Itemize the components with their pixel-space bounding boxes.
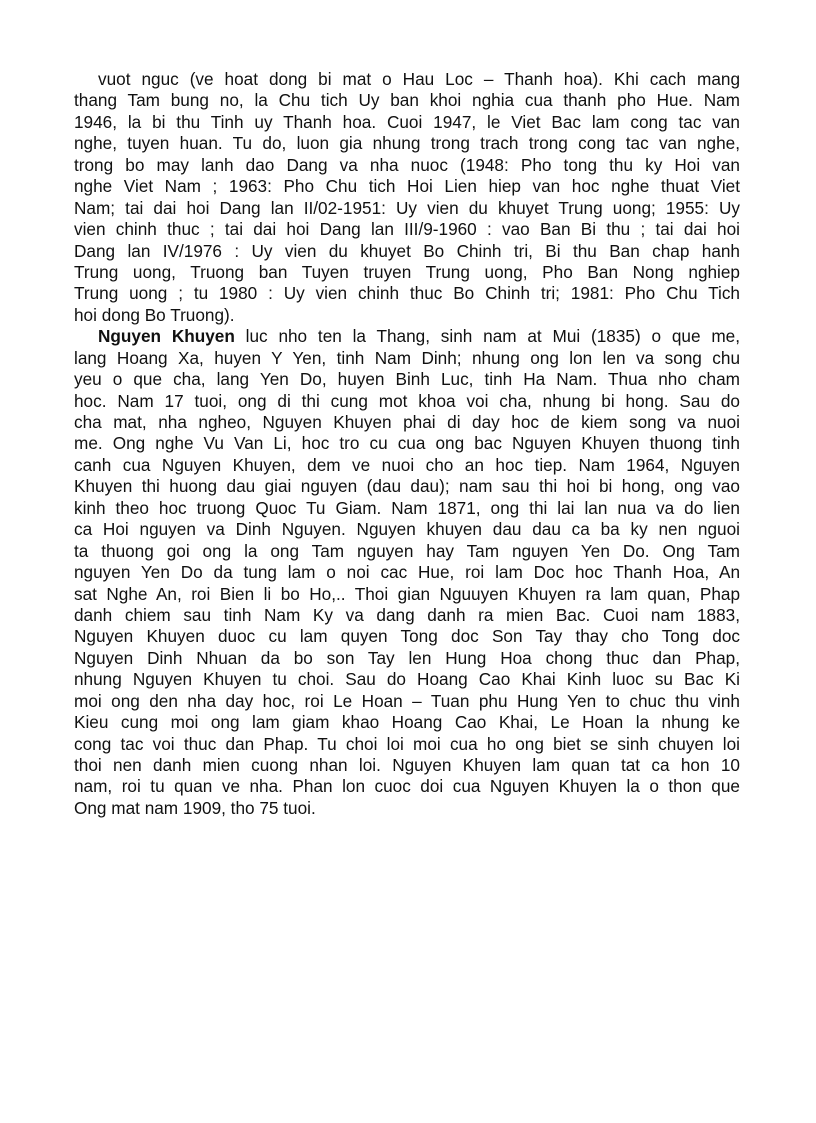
text-line: canh cua Nguyen Khuyen, dem ve nuoi cho an hoc tiep. Nam 1964, Nguyen bbox=[74, 454, 740, 475]
text-line: danh chiem sau tinh Nam Ky va dang danh ra mien Bac. Cuoi nam 1883, bbox=[74, 604, 740, 625]
text-line: Nguyen Dinh Nhuan da bo son Tay len Hung Hoa chong thuc dan Phap, bbox=[74, 647, 740, 668]
text-line: yeu o que cha, lang Yen Do, huyen Binh Luc, tinh Ha Nam. Thua nho cham bbox=[74, 369, 740, 390]
text-line: thang Tam bung no, la Chu tich Uy ban khoi nghia cua thanh pho Hue. Nam bbox=[74, 90, 740, 111]
text-line: 1946, la bi thu Tinh uy Thanh hoa. Cuoi 1947, le Viet Bac lam cong tac van bbox=[74, 111, 740, 132]
text-line: Khuyen thi huong dau giai nguyen (dau dau); nam sau thi hoi bi hong, ong vao bbox=[74, 476, 740, 497]
text-line: moi ong den nha day hoc, roi Le Hoan – Tuan phu Hung Yen to chuc thu vinh bbox=[74, 690, 740, 711]
paragraph-2-first-line bbox=[74, 326, 740, 347]
text-line: hoc. Nam 17 tuoi, ong di thi cung mot khoa voi cha, nhung bi hong. Sau do bbox=[74, 390, 740, 411]
text-line: kinh theo hoc truong Quoc Tu Giam. Nam 1871, ong thi lai lan nua va do lien bbox=[74, 497, 740, 518]
text-line: trong bo may lanh dao Dang va nha nuoc (1948: Pho tong thu ky Hoi van bbox=[74, 154, 740, 175]
text-line: cha mat, nha ngheo, Nguyen Khuyen phai di day hoc de kiem song va nuoi bbox=[74, 412, 740, 432]
text-line: Dang lan IV/1976 : Uy vien du khuyet Bo Chinh tri, Bi thu Ban chap hanh bbox=[74, 240, 740, 261]
text-line: Trung uong, Truong ban Tuyen truyen Trung uong, Pho Ban Nong nghiep bbox=[74, 261, 740, 282]
text-line: Trung uong ; tu 1980 : Uy vien chinh thuc Bo Chinh tri; 1981: Pho Chu Tich bbox=[74, 283, 740, 304]
text-line: Ong mat nam 1909, tho 75 tuoi. bbox=[74, 797, 316, 818]
text-line: cong tac voi thuc dan Phap. Tu choi loi moi cua ho ong biet se sinh chuyen loi bbox=[74, 733, 740, 754]
first-line-text: luc nho ten la Thang, sinh nam at Mui (1835) o que me, bbox=[234, 326, 740, 347]
text-line: Nguyen Khuyen duoc cu lam quyen Tong doc Son Tay thay cho Tong doc bbox=[74, 626, 740, 647]
text-line: me. Ong nghe Vu Van Li, hoc tro cu cua ong bac Nguyen Khuyen thuong tinh bbox=[74, 433, 740, 454]
text-line: lang Hoang Xa, huyen Y Yen, tinh Nam Dinh; nhung ong lon len va song chu bbox=[74, 347, 740, 368]
text-line: nghe, tuyen huan. Tu do, luon gia nhung trong trach trong cong tac van nghe, bbox=[74, 133, 740, 154]
text-line: nghe Viet Nam ; 1963: Pho Chu tich Hoi Lien hiep van hoc nghe thuat Viet bbox=[74, 176, 740, 197]
text-line: ca Hoi nguyen va Dinh Nguyen. Nguyen khuyen dau dau ca ba ky nen nguoi bbox=[74, 519, 740, 540]
text-line: hoi dong Bo Truong). bbox=[74, 304, 235, 325]
paragraph-1 bbox=[74, 69, 740, 326]
text-line: nhung Nguyen Khuyen tu choi. Sau do Hoang Cao Khai Kinh luoc su Bac Ki bbox=[74, 669, 740, 690]
text-line: sat Nghe An, roi Bien li bo Ho,.. Thoi gian Nguuyen Khuyen ra lam quan, Phap bbox=[74, 583, 740, 604]
text-line: nam, roi tu quan ve nha. Phan lon cuoc doi cua Nguyen Khuyen la o thon que bbox=[74, 776, 740, 797]
text-line: ta thuong goi ong la ong Tam nguyen hay Tam nguyen Yen Do. Ong Tam bbox=[74, 540, 740, 561]
text-line: thoi nen danh mien cuong nhan loi. Nguyen Khuyen lam quan tat ca hon 10 bbox=[74, 755, 740, 775]
text-line: Kieu cung moi ong lam giam khao Hoang Cao Khai, Le Hoan la nhung ke bbox=[74, 712, 740, 733]
paragraph-2 bbox=[74, 326, 740, 819]
text-line: vien chinh thuc ; tai dai hoi Dang lan III/9-1960 : vao Ban Bi thu ; tai dai hoi bbox=[74, 219, 740, 240]
document-page bbox=[74, 69, 740, 819]
text-line: Nam; tai dai hoi Dang lan II/02-1951: Uy vien du khuyet Trung uong; 1955: Uy bbox=[74, 197, 740, 218]
text-line: nguyen Yen Do da tung lam o noi cac Hue, roi lam Doc hoc Thanh Hoa, An bbox=[74, 562, 740, 583]
text-line: vuot nguc (ve hoat dong bi mat o Hau Loc – Thanh hoa). Khi cach mang bbox=[98, 69, 740, 89]
person-name: Nguyen Khuyen bbox=[98, 326, 235, 347]
